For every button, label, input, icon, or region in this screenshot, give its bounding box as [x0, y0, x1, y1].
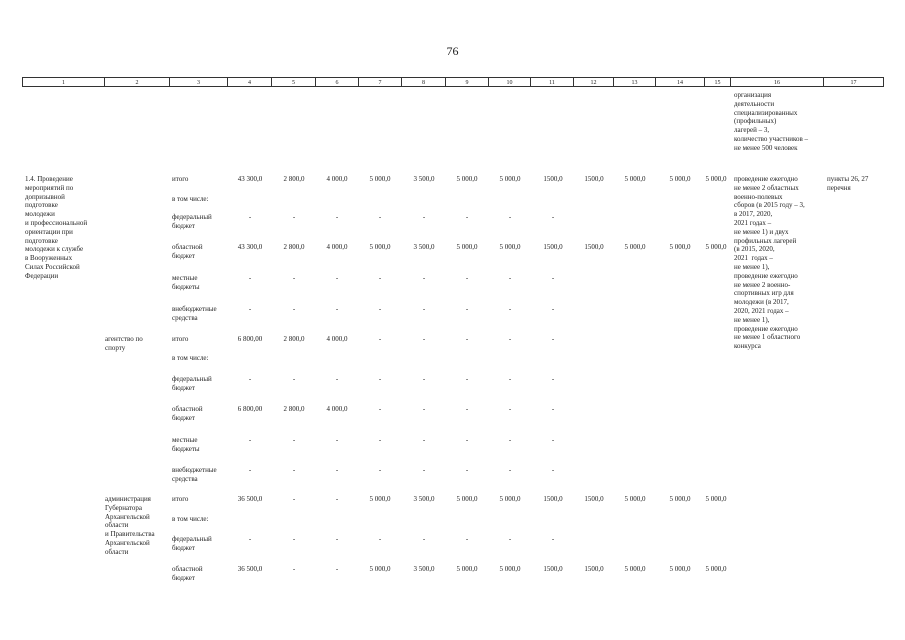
funding-value: 5 000,0	[669, 495, 691, 503]
header-col-10: 10	[489, 77, 531, 87]
funding-value: -	[465, 274, 469, 282]
activity-title-line: и профессиональной	[25, 219, 88, 227]
funding-value: -	[248, 375, 252, 383]
funding-source: бюджеты	[172, 282, 200, 291]
funding-value: 5 000,0	[705, 243, 727, 251]
result-line: не менее 2 областных	[734, 183, 799, 192]
funding-value: 5 000,0	[624, 175, 646, 183]
result-line: конкурса	[734, 342, 761, 351]
funding-source: итого	[172, 335, 189, 343]
funding-value: -	[335, 305, 339, 313]
executor-line: администрация	[105, 495, 151, 503]
header-col-15: 15	[705, 77, 731, 87]
funding-source: средства	[172, 474, 198, 483]
funding-value: 4 000,0	[326, 405, 348, 413]
executor-line: спорту	[105, 343, 126, 352]
activity-title-line: молодежи	[25, 210, 55, 219]
funding-value: -	[378, 466, 382, 474]
funding-value: 6 800,00	[237, 405, 263, 413]
funding-value: -	[292, 305, 296, 313]
result-line: 2021 годах –	[734, 219, 772, 227]
result-line: проведение ежегодно	[734, 175, 798, 183]
page-number: 76	[446, 44, 459, 58]
funding-value: -	[422, 274, 426, 282]
funding-value: -	[508, 436, 512, 444]
funding-source: бюджет	[172, 251, 195, 260]
executor-line: области	[105, 521, 129, 530]
header-col-12: 12	[574, 77, 614, 87]
funding-source: в том числе:	[172, 195, 209, 203]
funding-value: 1500,0	[584, 495, 604, 503]
activity-title-line: допризывной	[25, 192, 65, 201]
funding-value: 5 000,0	[624, 565, 646, 573]
funding-source: итого	[172, 495, 189, 503]
funding-source: областной	[172, 565, 203, 573]
result-line: не менее 1 областного	[734, 333, 801, 342]
header-col-6: 6	[316, 77, 359, 87]
funding-value: 5 000,0	[705, 565, 727, 573]
header-col-11: 11	[531, 77, 574, 87]
executor-line: агентство по	[105, 335, 143, 343]
funding-value: 36 500,0	[237, 495, 263, 503]
funding-value: -	[292, 535, 296, 543]
funding-value: 4 000,0	[326, 175, 348, 183]
funding-value: -	[378, 213, 382, 221]
funding-value: -	[465, 405, 469, 413]
funding-value: -	[292, 466, 296, 474]
funding-value: -	[292, 274, 296, 282]
funding-value: 5 000,0	[705, 495, 727, 503]
funding-value: -	[551, 305, 555, 313]
result-line: проведение ежегодно	[734, 271, 798, 280]
funding-value: -	[378, 305, 382, 313]
funding-source: федеральный	[172, 213, 212, 221]
funding-value: 1500,0	[543, 495, 563, 503]
funding-value: -	[551, 535, 555, 543]
reference-line: перечня	[827, 183, 851, 192]
funding-value: 1500,0	[543, 243, 563, 251]
activity-title-line: подготовке	[25, 236, 58, 245]
funding-value: -	[248, 466, 252, 474]
funding-source: местные	[172, 436, 198, 444]
funding-value: 43 300,0	[237, 243, 263, 251]
funding-value: -	[378, 436, 382, 444]
funding-value: 1500,0	[584, 175, 604, 183]
funding-value: 5 000,0	[456, 565, 478, 573]
funding-value: -	[422, 375, 426, 383]
funding-value: -	[335, 436, 339, 444]
funding-value: -	[292, 213, 296, 221]
header-col-17: 17	[824, 77, 884, 87]
activity-title-line: мероприятий по	[25, 183, 74, 192]
executor-line: Архангельской	[105, 512, 150, 521]
funding-value: 43 300,0	[237, 175, 263, 183]
funding-value: -	[465, 305, 469, 313]
funding-source: федеральный	[172, 375, 212, 383]
result-line: спортивных игр для	[734, 289, 794, 298]
funding-value: 5 000,0	[705, 175, 727, 183]
funding-value: 3 500,0	[413, 565, 435, 573]
funding-value: 1500,0	[543, 175, 563, 183]
result-line: военно-полевых	[734, 192, 783, 201]
result-line: не менее 1),	[734, 315, 770, 324]
funding-value: 1500,0	[543, 565, 563, 573]
funding-source: внебюджетные	[172, 305, 217, 313]
activity-title-line: подготовке	[25, 201, 58, 210]
funding-value: 5 000,0	[499, 495, 521, 503]
funding-value: 5 000,0	[456, 175, 478, 183]
header-col-2: 2	[105, 77, 170, 87]
funding-value: 5 000,0	[499, 243, 521, 251]
funding-value: 3 500,0	[413, 243, 435, 251]
funding-value: -	[335, 535, 339, 543]
activity-title-line: молодежи к службе	[25, 245, 84, 254]
funding-source: бюджет	[172, 383, 195, 392]
funding-value: -	[335, 495, 339, 503]
result-line: не менее 1),	[734, 263, 770, 271]
funding-value: -	[508, 375, 512, 383]
header-col-7: 7	[359, 77, 402, 87]
funding-source: средства	[172, 313, 198, 322]
funding-value: -	[508, 535, 512, 543]
result-line: молодежи (в 2017,	[734, 298, 789, 307]
col16-top-line: не менее 500 человек	[734, 143, 798, 152]
funding-source: бюджет	[172, 573, 195, 582]
funding-value: -	[422, 466, 426, 474]
funding-source: бюджет	[172, 221, 195, 230]
header-col-9: 9	[446, 77, 489, 87]
executor-line: и Правительства	[105, 530, 155, 539]
funding-source: бюджет	[172, 543, 195, 552]
result-line: проведение ежегодно	[734, 324, 798, 333]
funding-value: -	[551, 405, 555, 413]
funding-value: -	[422, 535, 426, 543]
funding-source: внебюджетные	[172, 466, 217, 474]
activity-title-line: 1.4. Проведение	[25, 175, 73, 183]
funding-source: итого	[172, 175, 189, 183]
funding-value: -	[378, 274, 382, 282]
funding-value: -	[465, 213, 469, 221]
funding-value: -	[292, 495, 296, 503]
funding-source: бюджеты	[172, 444, 200, 453]
funding-value: -	[508, 405, 512, 413]
funding-value: 5 000,0	[369, 175, 391, 183]
funding-value: -	[508, 305, 512, 313]
funding-value: -	[422, 213, 426, 221]
funding-source: федеральный	[172, 535, 212, 543]
result-line: профильных лагерей	[734, 236, 797, 245]
funding-value: 2 800,0	[283, 175, 305, 183]
col16-top-line: лагерей – 3,	[734, 126, 770, 135]
funding-value: -	[465, 375, 469, 383]
funding-source: местные	[172, 274, 198, 282]
funding-value: -	[335, 213, 339, 221]
funding-source: областной	[172, 405, 203, 413]
funding-value: -	[465, 535, 469, 543]
funding-value: 4 000,0	[326, 243, 348, 251]
funding-value: -	[551, 466, 555, 474]
funding-value: -	[508, 335, 512, 343]
activity-title-line: в Вооруженных	[25, 254, 73, 263]
funding-value: 1500,0	[584, 565, 604, 573]
funding-value: 5 000,0	[369, 495, 391, 503]
header-col-1: 1	[22, 77, 105, 87]
executor-line: Губернатора	[105, 503, 143, 512]
funding-value: 5 000,0	[456, 243, 478, 251]
funding-source: в том числе:	[172, 515, 209, 523]
col16-top-line: деятельности	[734, 99, 775, 108]
funding-value: -	[335, 274, 339, 282]
header-col-5: 5	[272, 77, 316, 87]
funding-value: -	[551, 375, 555, 383]
funding-value: -	[378, 335, 382, 343]
funding-value: -	[248, 305, 252, 313]
funding-value: 6 800,00	[237, 335, 263, 343]
funding-value: -	[508, 466, 512, 474]
funding-value: 5 000,0	[369, 565, 391, 573]
funding-value: 5 000,0	[369, 243, 391, 251]
funding-value: 5 000,0	[624, 495, 646, 503]
activity-title-line: Силах Российской	[25, 263, 80, 271]
header-col-13: 13	[614, 77, 656, 87]
col16-top-line: специализированных	[734, 108, 798, 117]
result-line: в 2017, 2020,	[734, 210, 773, 219]
result-line: 2021 годах –	[734, 254, 773, 263]
header-col-4: 4	[228, 77, 272, 87]
funding-value: -	[465, 436, 469, 444]
header-col-14: 14	[656, 77, 705, 87]
result-line: (в 2015, 2020,	[734, 245, 775, 254]
header-col-3: 3	[170, 77, 228, 87]
funding-value: -	[465, 466, 469, 474]
funding-value: 2 800,0	[283, 405, 305, 413]
funding-value: 5 000,0	[499, 175, 521, 183]
funding-value: 5 000,0	[669, 243, 691, 251]
funding-value: -	[248, 274, 252, 282]
funding-value: -	[551, 436, 555, 444]
result-line: не менее 2 военно-	[734, 280, 791, 289]
funding-source: бюджет	[172, 413, 195, 422]
col16-top-line: (профильных)	[734, 117, 777, 126]
funding-source: в том числе:	[172, 354, 209, 362]
result-line: не менее 1) и двух	[734, 227, 789, 236]
funding-value: -	[378, 375, 382, 383]
funding-value: -	[248, 535, 252, 543]
funding-value: 4 000,0	[326, 335, 348, 343]
funding-value: -	[422, 405, 426, 413]
funding-value: 5 000,0	[456, 495, 478, 503]
funding-value: 3 500,0	[413, 495, 435, 503]
funding-value: 36 500,0	[237, 565, 263, 573]
funding-value: -	[335, 565, 339, 573]
activity-title-line: Федерации	[25, 271, 59, 280]
funding-value: -	[248, 436, 252, 444]
funding-value: 5 000,0	[669, 565, 691, 573]
funding-value: 5 000,0	[624, 243, 646, 251]
reference-line: пункты 26, 27	[827, 175, 869, 183]
activity-title-line: ориентации при	[25, 227, 73, 236]
funding-value: -	[248, 213, 252, 221]
funding-value: -	[378, 535, 382, 543]
funding-value: -	[335, 375, 339, 383]
funding-value: -	[422, 335, 426, 343]
result-line: 2020, 2021 годах –	[734, 307, 789, 315]
funding-value: -	[551, 335, 555, 343]
funding-value: -	[292, 375, 296, 383]
col16-top-line: организация	[734, 91, 772, 99]
funding-value: -	[335, 466, 339, 474]
funding-value: 5 000,0	[669, 175, 691, 183]
header-col-8: 8	[402, 77, 446, 87]
funding-value: -	[378, 405, 382, 413]
funding-value: -	[508, 274, 512, 282]
col16-top-line: количество участников –	[734, 135, 809, 143]
executor-line: области	[105, 547, 129, 556]
executor-line: Архангельской	[105, 539, 150, 547]
funding-value: -	[508, 213, 512, 221]
funding-value: -	[422, 305, 426, 313]
funding-value: 2 800,0	[283, 335, 305, 343]
header-col-16: 16	[731, 77, 824, 87]
funding-value: 1500,0	[584, 243, 604, 251]
funding-value: -	[292, 565, 296, 573]
funding-value: 2 800,0	[283, 243, 305, 251]
funding-value: 3 500,0	[413, 175, 435, 183]
funding-value: 5 000,0	[499, 565, 521, 573]
result-line: сборов (в 2015 году – 3,	[734, 201, 805, 210]
funding-value: -	[551, 213, 555, 221]
funding-value: -	[292, 436, 296, 444]
funding-source: областной	[172, 243, 203, 251]
funding-value: -	[422, 436, 426, 444]
funding-value: -	[551, 274, 555, 282]
funding-value: -	[465, 335, 469, 343]
